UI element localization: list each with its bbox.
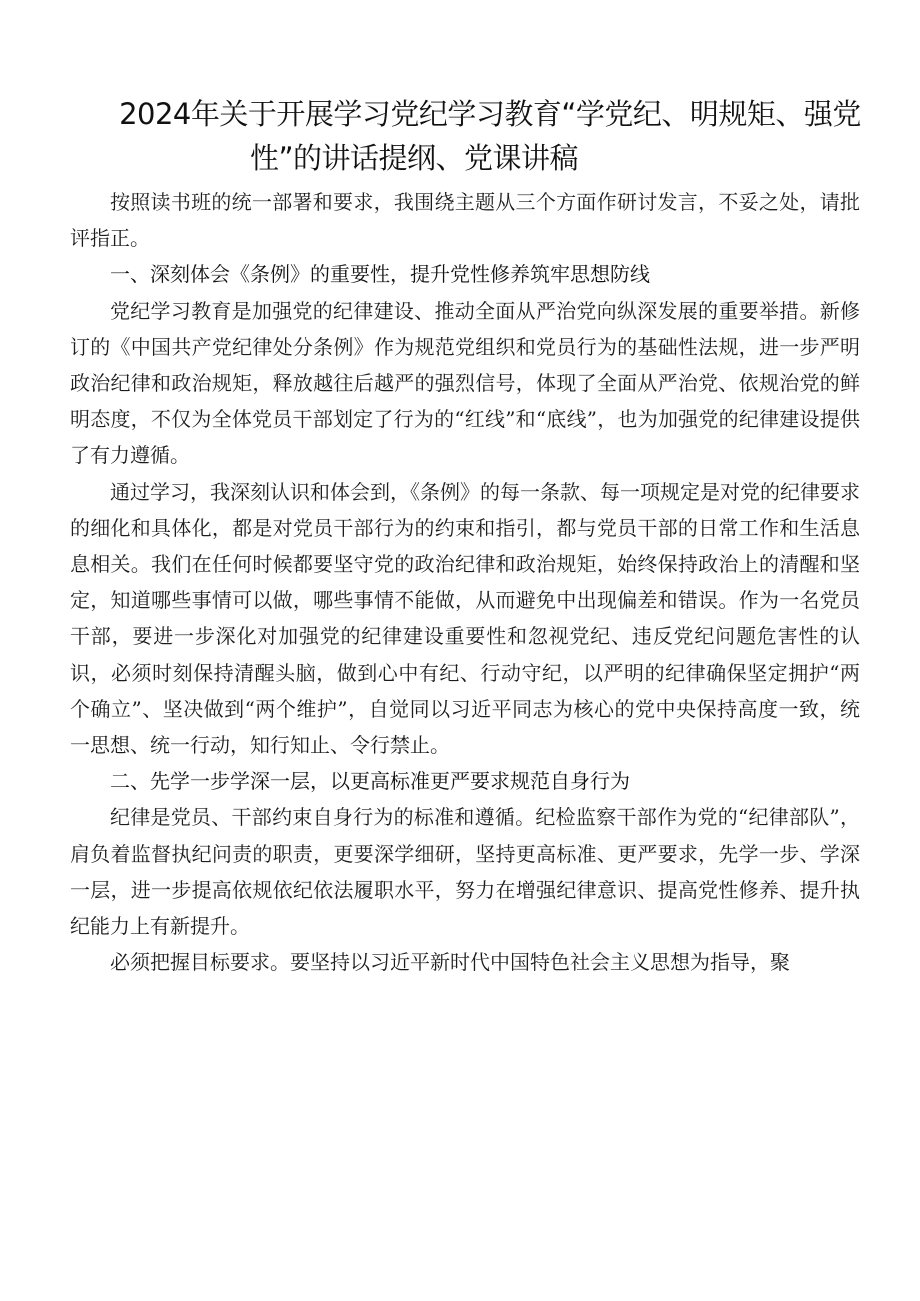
section-2-heading: 二、先学一步学深一层，以更高标准更严要求规范自身行为 — [110, 769, 630, 794]
section-1-paragraph-1: 党纪学习教育是加强党的纪律建设、推动全面从严治党向纵深发展的重要举措。新修订的《中国共产党纪律处分条例》作为规范党组织和党员行为的基础性法规，进一步严明政治纪律和政治规矩，释放越往后越严的强烈信号，体现了全面从严治党、依规治党的鲜明态度，不仅为全体党员干部划定了行为的“红线”和“底线”，也为加强党的纪律建设提供了有力遵循。 — [70, 298, 860, 468]
section-2-paragraph-2: 必须把握目标要求。要坚持以习近平新时代中国特色社会主义思想为指导，聚 — [110, 950, 790, 975]
intro-paragraph: 按照读书班的统一部署和要求，我围绕主题从三个方面作研讨发言，不妥之处，请批评指正。 — [70, 190, 860, 251]
title-line-1: 2024年关于开展学习党纪学习教育“学党纪、明规矩、强党 — [119, 97, 861, 131]
section-2-paragraph-1: 纪律是党员、干部约束自身行为的标准和遵循。纪检监察干部作为党的“纪律部队”，肩负着监督执纪问责的职责，更要深学细研，坚持更高标准、更严要求，先学一步、学深一层，进一步提高依规依纪依法履职水平，努力在增强纪律意识、提高党性修养、提升执纪能力上有新提升。 — [70, 805, 860, 939]
title-line-2: 性”的讲话提纲、党课讲稿 — [250, 141, 579, 175]
document-title — [110, 92, 870, 180]
document-body — [70, 184, 860, 980]
section-1-paragraph-2: 通过学习，我深刻认识和体会到，《条例》的每一条款、每一项规定是对党的纪律要求的细化和具体化，都是对党员干部行为的约束和指引，都与党员干部的日常工作和生活息息相关。我们在任何时候都要坚守党的政治纪律和政治规矩，始终保持政治上的清醒和坚定，知道哪些事情可以做，哪些事情不能做，从而避免中出现偏差和错误。作为一名党员干部，要进一步深化对加强党的纪律建设重要性和忽视党纪、违反党纪问题危害性的认识，必须时刻保持清醒头脑，做到心中有纪、行动守纪，以严明的纪律确保坚定拥护“两个确立”、坚决做到“两个维护”，自觉同以习近平同志为核心的党中央保持高度一致，统一思想、统一行动，知行知止、令行禁止。 — [70, 479, 860, 758]
section-1-heading: 一、深刻体会《条例》的重要性，提升党性修养筑牢思想防线 — [110, 262, 650, 287]
